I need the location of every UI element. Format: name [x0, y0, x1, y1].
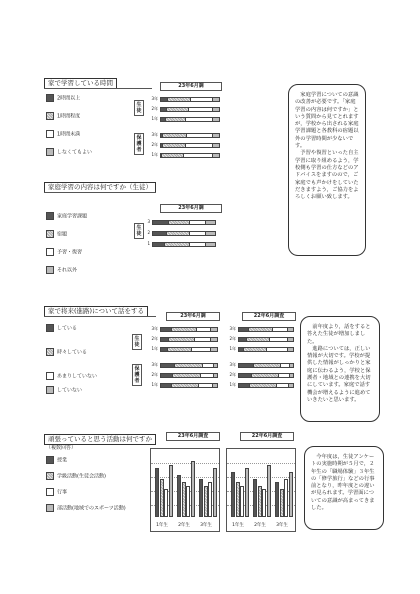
- section4-subtitle: （複数回答）: [46, 445, 77, 451]
- legend-item: している: [46, 324, 77, 333]
- bar-segment: [190, 243, 206, 246]
- bar-segment: [288, 338, 293, 341]
- vertical-bar: [182, 482, 186, 517]
- stacked-bar: [238, 383, 294, 388]
- swatch-grey: [46, 504, 54, 512]
- bar-segment: [189, 108, 213, 111]
- note-box: 今年度は，生徒アンケートの実施時期が５月で，２年生の「職場体験」３年生の「修学旅行」などの行事前となり，昨年度との違いが見られます。学習面についての意識が高まってきました。: [304, 446, 384, 530]
- section3-underline: [44, 316, 156, 317]
- bar-segment: [165, 243, 190, 246]
- row-label: 3年: [151, 96, 158, 101]
- bar-segment: [197, 328, 211, 331]
- vertical-bar: [262, 489, 266, 517]
- vertical-bar: [231, 472, 235, 518]
- bar-segment: [192, 348, 212, 351]
- bar-segment: [161, 364, 175, 367]
- stacked-bar: [152, 242, 216, 247]
- section1-underline: [44, 88, 152, 89]
- bar-segment: [273, 328, 288, 331]
- swatch-hatched: [46, 472, 54, 480]
- bar-segment: [166, 118, 186, 121]
- x-axis-label: 2年生: [178, 523, 190, 528]
- swatch-hatched: [46, 230, 54, 238]
- vertical-bar-chart-2022: [226, 448, 296, 532]
- bar-segment: [247, 338, 271, 341]
- stacked-bar: [160, 153, 220, 158]
- bar-segment: [199, 384, 213, 387]
- bar-segment: [252, 374, 279, 377]
- group-label-guardians: 保護者: [134, 133, 144, 155]
- bar-segment: [168, 348, 192, 351]
- vertical-bar: [164, 489, 168, 517]
- legend-item: それ以外: [46, 266, 77, 275]
- vertical-bar: [208, 482, 212, 517]
- gridline: [151, 463, 219, 464]
- vertical-bar: [155, 468, 159, 517]
- row-label: 2年: [151, 142, 158, 147]
- bar-segment: [213, 384, 217, 387]
- bar-segment: [239, 338, 247, 341]
- bar-segment: [214, 374, 217, 377]
- bar-segment: [201, 374, 213, 377]
- vertical-bar: [236, 482, 240, 517]
- vertical-bar: [284, 479, 288, 518]
- row-label: 3年: [151, 132, 158, 137]
- swatch-hatched: [46, 112, 54, 120]
- vertical-bar: [253, 479, 257, 518]
- bar-segment: [250, 384, 277, 387]
- bar-segment: [167, 108, 189, 111]
- bar-segment: [244, 348, 267, 351]
- legend-item: 予習・復習: [46, 248, 82, 257]
- bar-segment: [211, 328, 217, 331]
- swatch-grey: [46, 266, 54, 274]
- bar-segment: [161, 338, 169, 341]
- stacked-bar: [238, 337, 294, 342]
- bar-segment: [191, 98, 213, 101]
- legend-item: 学級活動(生徒会活動): [46, 472, 106, 481]
- stacked-bar: [152, 220, 216, 225]
- swatch-dark: [46, 324, 54, 332]
- bar-segment: [163, 144, 186, 147]
- legend-item: あまりしていない: [46, 372, 97, 381]
- bar-segment: [206, 243, 215, 246]
- x-axis-label: 3年生: [276, 523, 288, 528]
- bar-segment: [195, 338, 212, 341]
- swatch-white: [46, 372, 54, 380]
- row-label: 1年: [229, 346, 236, 351]
- swatch-white: [46, 488, 54, 496]
- bar-segment: [290, 374, 293, 377]
- vertical-bar: [258, 486, 262, 518]
- bar-segment: [213, 134, 219, 137]
- note-box: 前年度より，話をすると答えた生徒が増加しました。 進路については，正しい情報が大切です。学校が提供した情報がしっかりと家庭に伝わるよう，学校と保護者・地域との連携を大切にしています。家庭で話す機会が増えるように進めていきたいと思います。: [300, 316, 380, 422]
- stacked-bar: [160, 133, 220, 138]
- chart-title: 23年6月調: [160, 204, 222, 213]
- vertical-bar: [199, 479, 203, 518]
- legend-item: 宿題: [46, 230, 67, 239]
- swatch-dark: [46, 212, 54, 220]
- bar-segment: [173, 374, 201, 377]
- legend-item: 行事: [46, 488, 67, 497]
- row-label: 1年: [151, 152, 158, 157]
- bar-segment: [168, 98, 191, 101]
- bar-segment: [172, 328, 197, 331]
- vertical-bar: [267, 465, 271, 518]
- bar-segment: [190, 232, 206, 235]
- vertical-bar: [177, 475, 181, 517]
- legend-item: 授業: [46, 456, 67, 465]
- row-label: 2年: [151, 372, 158, 377]
- legend-item: 部活動(地域でのスポーツ活動): [46, 504, 126, 513]
- stacked-bar: [160, 373, 218, 378]
- legend-item: 2時間以上: [46, 94, 80, 103]
- stacked-bar: [160, 117, 220, 122]
- bar-segment: [161, 98, 168, 101]
- bar-segment: [161, 328, 172, 331]
- legend-item: 1時間未満: [46, 130, 80, 139]
- bar-segment: [214, 364, 217, 367]
- bar-segment: [213, 108, 219, 111]
- bar-segment: [211, 338, 217, 341]
- bar-segment: [169, 221, 191, 224]
- x-axis-label: 1年生: [156, 523, 168, 528]
- vertical-bar: [280, 489, 284, 517]
- vertical-bar: [213, 468, 217, 517]
- bar-segment: [277, 384, 289, 387]
- stacked-bar: [160, 363, 218, 368]
- bar-segment: [163, 134, 187, 137]
- bar-segment: [161, 384, 172, 387]
- legend-item: 時々している: [46, 348, 87, 357]
- bar-segment: [213, 144, 219, 147]
- vertical-bar: [160, 479, 164, 518]
- row-label: 1年: [151, 382, 158, 387]
- vertical-bar: [169, 465, 173, 518]
- row-label: 1年: [151, 346, 158, 351]
- legend-item: しなくてもよい: [46, 148, 92, 157]
- legend-item: していない: [46, 386, 82, 395]
- chart-title: 22年6月調査: [240, 432, 294, 441]
- vertical-bar: [204, 486, 208, 518]
- stacked-bar: [160, 107, 220, 112]
- x-axis-label: 2年生: [254, 523, 266, 528]
- stacked-bar: [160, 337, 218, 342]
- stacked-bar: [238, 363, 294, 368]
- stacked-bar: [238, 373, 294, 378]
- vertical-bar: [245, 468, 249, 517]
- stacked-bar: [160, 347, 218, 352]
- stacked-bar: [238, 347, 294, 352]
- bar-segment: [267, 348, 288, 351]
- row-label: 1年: [151, 116, 158, 121]
- bar-segment: [288, 348, 293, 351]
- bar-segment: [239, 364, 254, 367]
- bar-segment: [203, 364, 214, 367]
- stacked-bar: [160, 143, 220, 148]
- section4-title: 頑張っていると思う活動は何ですか: [44, 434, 156, 445]
- bar-segment: [162, 154, 184, 157]
- swatch-dark: [46, 456, 54, 464]
- row-label: 3年: [151, 362, 158, 367]
- note-box: 家庭学習についての意識の改善が必要です。「家庭学習の内容は何ですか」という質問から見てとれますが，学校から出される家庭学習課題と各教科の宿題以外の学習時間が少ないです。 予習や復習といった自主学習に取り組めるよう，学校側も学習の仕方などのアドバイスをますのので，ご家庭でも声かけをしていただきますよう，ご協力をよろしくお願い致します。: [288, 84, 366, 256]
- x-axis-label: 1年生: [232, 523, 244, 528]
- bar-segment: [153, 221, 169, 224]
- swatch-white: [46, 248, 54, 256]
- bar-segment: [172, 384, 199, 387]
- bar-segment: [186, 144, 213, 147]
- bar-segment: [239, 384, 250, 387]
- swatch-dark: [46, 94, 54, 102]
- section2-title: 家庭学習の内容は何ですか（生徒）: [44, 182, 156, 193]
- vertical-bar: [275, 482, 279, 517]
- bar-segment: [184, 154, 213, 157]
- section3-title: 家で将来(進路)について話をする: [44, 306, 148, 317]
- stacked-bar: [160, 383, 218, 388]
- bar-segment: [239, 328, 249, 331]
- row-label: 3年: [229, 326, 236, 331]
- section2-underline: [44, 192, 156, 193]
- chart-title: 23年6月調: [166, 312, 220, 321]
- section1-title: 家で学習している時間: [44, 78, 117, 89]
- bar-segment: [206, 221, 215, 224]
- bar-segment: [153, 243, 165, 246]
- row-label: 1: [147, 241, 150, 246]
- bar-segment: [161, 374, 173, 377]
- stacked-bar: [160, 97, 220, 102]
- bar-segment: [254, 364, 281, 367]
- row-label: 2年: [151, 106, 158, 111]
- bar-segment: [206, 232, 215, 235]
- bar-segment: [213, 98, 219, 101]
- row-label: 2年: [151, 336, 158, 341]
- bar-segment: [213, 154, 219, 157]
- legend-item: 1時間程度: [46, 112, 80, 121]
- vertical-bar: [289, 472, 293, 518]
- bar-segment: [211, 348, 217, 351]
- vertical-bar-chart-2023: [150, 448, 220, 532]
- vertical-bar: [186, 486, 190, 518]
- group-label-students: 生徒: [134, 223, 144, 239]
- stacked-bar: [238, 327, 294, 332]
- stacked-bar: [152, 231, 216, 236]
- group-label-guardians: 保護者: [132, 364, 142, 386]
- bar-segment: [175, 364, 203, 367]
- bar-segment: [281, 364, 290, 367]
- bar-segment: [161, 348, 168, 351]
- swatch-grey: [46, 386, 54, 394]
- bar-segment: [190, 221, 206, 224]
- gridline: [227, 463, 295, 464]
- swatch-white: [46, 130, 54, 138]
- chart-title: 23年6月調査: [166, 432, 220, 441]
- chart-title: 23年6月調: [160, 82, 222, 91]
- bar-segment: [167, 232, 191, 235]
- bar-segment: [270, 338, 287, 341]
- bar-segment: [249, 328, 273, 331]
- bar-segment: [290, 364, 293, 367]
- legend-item: 家庭学習課題: [46, 212, 87, 221]
- swatch-grey: [46, 148, 54, 156]
- vertical-bar: [240, 486, 244, 518]
- row-label: 1年: [229, 382, 236, 387]
- row-label: 3年: [229, 362, 236, 367]
- bar-segment: [169, 338, 194, 341]
- bar-segment: [279, 374, 290, 377]
- row-label: 3年: [151, 326, 158, 331]
- row-label: 2年: [229, 336, 236, 341]
- bar-segment: [186, 118, 213, 121]
- bar-segment: [187, 134, 213, 137]
- vertical-bar: [191, 461, 195, 517]
- row-label: 2: [147, 230, 150, 235]
- x-axis-label: 3年生: [200, 523, 212, 528]
- bar-segment: [153, 232, 167, 235]
- group-label-students: 生徒: [132, 334, 142, 350]
- bar-segment: [289, 384, 293, 387]
- chart-title: 22年6月調査: [242, 312, 296, 321]
- group-label-students: 生徒: [134, 100, 144, 116]
- bar-segment: [288, 328, 293, 331]
- swatch-hatched: [46, 348, 54, 356]
- bar-segment: [213, 118, 219, 121]
- row-label: 3: [147, 219, 150, 224]
- stacked-bar: [160, 327, 218, 332]
- row-label: 2年: [229, 372, 236, 377]
- bar-segment: [239, 374, 252, 377]
